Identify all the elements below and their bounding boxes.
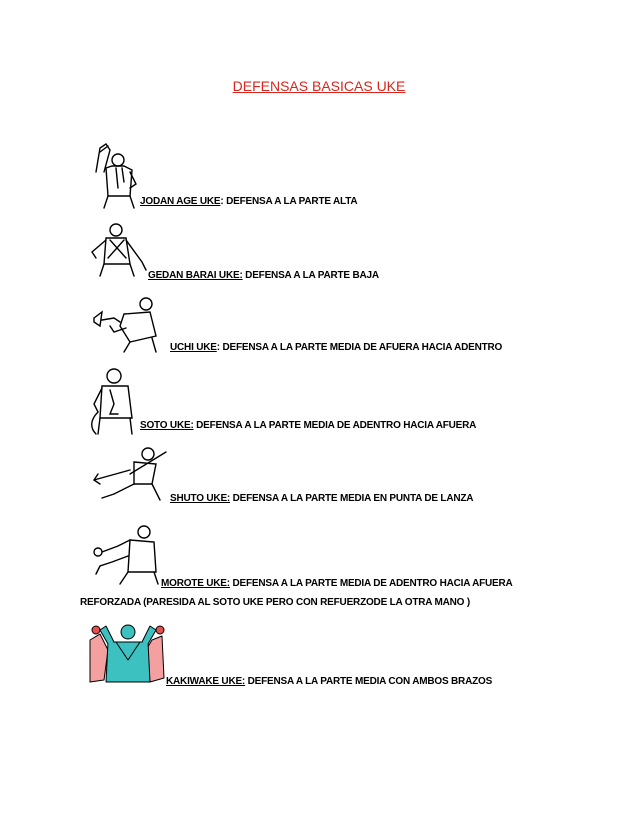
kakiwake-uke-figure-icon	[86, 620, 168, 690]
gedan-barai-uke-item: GEDAN BARAI UKE: DEFENSA A LA PARTE BAJA	[148, 270, 379, 281]
morote-uke-figure-icon	[90, 522, 162, 586]
morote-uke-item: MOROTE UKE: DEFENSA A LA PARTE MEDIA DE ADENTRO HACIA AFUERA	[161, 578, 513, 589]
soto-uke-figure-icon	[84, 364, 140, 438]
jodan-age-uke-item: JODAN AGE UKE: DEFENSA A LA PARTE ALTA	[140, 196, 358, 207]
shuto-uke-figure-icon	[90, 444, 170, 506]
uchi-uke-item: UCHI UKE: DEFENSA A LA PARTE MEDIA DE AFUERA HACIA ADENTRO	[170, 342, 503, 353]
page-title: DEFENSAS BASICAS UKE	[232, 78, 406, 94]
morote-uke-continuation: REFORZADA (PARESIDA AL SOTO UKE PERO CON REFUERZODE LA OTRA MANO )	[80, 597, 470, 608]
kakiwake-uke-item: KAKIWAKE UKE: DEFENSA A LA PARTE MEDIA CON AMBOS BRAZOS	[166, 676, 493, 687]
uchi-uke-figure-icon	[90, 292, 162, 354]
shuto-uke-item: SHUTO UKE: DEFENSA A LA PARTE MEDIA EN PUNTA DE LANZA	[170, 493, 474, 504]
soto-uke-item: SOTO UKE: DEFENSA A LA PARTE MEDIA DE ADENTRO HACIA AFUERA	[140, 420, 477, 431]
jodan-age-uke-figure-icon	[86, 138, 146, 210]
gedan-barai-uke-figure-icon	[86, 218, 150, 278]
